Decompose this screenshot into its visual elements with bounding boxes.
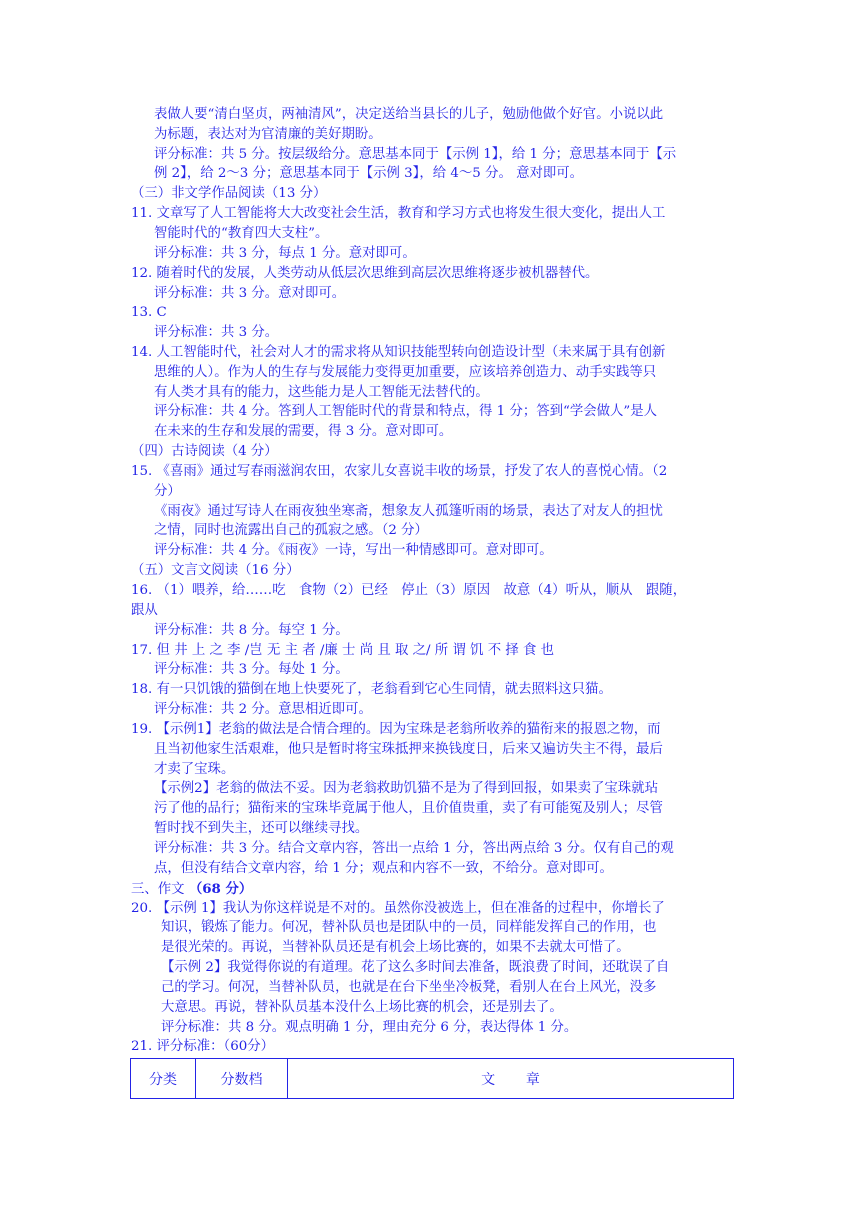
text-line: 【示例2】老翁的做法不妥。因为老翁救助饥猫不是为了得到回报，如果卖了宝珠就玷: [154, 781, 658, 796]
text-line: 在未来的生存和发展的需要，得 3 分。意对即可。: [154, 424, 453, 439]
text-line: 知识，锻炼了能力。何况，替补队员也是团队中的一员，同样能发挥自己的作用，也: [161, 920, 657, 935]
text-line: 《雨夜》通过写诗人在雨夜独坐寒斋，想象友人孤篷听雨的场景，表达了对友人的担忧: [154, 504, 663, 519]
text-line: 12. 随着时代的发展，人类劳动从低层次思维到高层次思维将逐步被机器替代。: [131, 266, 599, 281]
text-line: 13. C: [131, 305, 167, 320]
text-line: 评分标准：共 3 分，每点 1 分。意对即可。: [154, 246, 416, 261]
text-line: 思维的人）。作为人的生存与发展能力变得更加重要，应该培养创造力、动手实践等只: [154, 365, 657, 380]
text-line: 评分标准：共 4 分。《雨夜》一诗，写出一种情感即可。意对即可。: [154, 543, 553, 558]
text-line: 11. 文章写了人工智能将大大改变社会生活，教育和学习方式也将发生很大变化，提出人工: [131, 206, 666, 221]
table-header-essay: 文章: [481, 1071, 571, 1088]
text-line: 19. 【示例1】老翁的做法是合情合理的。因为宝珠是老翁所收养的猫衔来的报恩之物，而: [131, 722, 661, 737]
text-line: 评分标准：共 3 分。每处 1 分。: [154, 662, 349, 677]
text-line: 评分标准：共 3 分。: [154, 325, 279, 340]
text-line: 17. 但 井 上 之 李 /岂 无 主 者 /廉 士 尚 且 取 之/ 所 谓 饥 不 择 食 也: [131, 643, 555, 658]
text-line: 智能时代的“教育四大支柱”。: [154, 226, 329, 241]
text-line: 分）: [154, 484, 181, 499]
text-line: 15. 《喜雨》通过写春雨滋润农田，农家儿女喜说丰收的场景，抒发了农人的喜悦心情。（2: [131, 464, 668, 479]
text-line: 评分标准：共 2 分。意思相近即可。: [154, 702, 372, 717]
text-line: 例 2】，给 2～3 分；意思基本同于【示例 3】，给 4～5 分。 意对即可。: [154, 166, 584, 181]
text-line: 点，但没有结合文章内容，给 1 分；观点和内容不一致，不给分。意对即可。: [154, 861, 613, 876]
text-line: 且当初他家生活艰难，他只是暂时将宝珠抵押来换钱度日，后来又遍访失主不得，最后: [154, 742, 663, 757]
text-line: 14. 人工智能时代，社会对人才的需求将从知识技能型转向创造设计型（未来属于具有创新: [131, 345, 666, 360]
text-line: 才卖了宝珠。: [154, 762, 235, 777]
section-title: 三、作文: [131, 882, 185, 897]
table-header-score-level: 分数档: [196, 1059, 288, 1098]
table-header-category: 分类: [131, 1059, 196, 1098]
section-score: （68 分）: [188, 881, 253, 897]
section-heading: [131, 879, 252, 900]
text-line: 暂时找不到失主，还可以继续寻找。: [154, 821, 369, 836]
text-line: 16. （1）喂养，给……吃 食物（2）已经 停止（3）原因 故意（4）听从，顺从 跟随，: [131, 583, 687, 598]
text-line: 【示例 2】我觉得你说的有道理。花了这么多时间去准备，既浪费了时间，还耽误了自: [161, 960, 670, 975]
text-line: 表做人要“清白坚贞，两袖清风”，决定送给当县长的儿子，勉励他做个好官。小说以此: [154, 107, 664, 122]
scoring-table: [130, 1058, 734, 1099]
text-line: 大意思。再说，替补队员基本没什么上场比赛的机会，还是别去了。: [161, 1000, 563, 1015]
text-line: 评分标准：共 3 分。结合文章内容，答出一点给 1 分，答出两点给 3 分。仅有自己的观: [154, 841, 674, 856]
section-heading: （五）文言文阅读（16 分）: [131, 563, 300, 578]
text-line: 之情，同时也流露出自己的孤寂之感。（2 分）: [154, 523, 428, 538]
text-line: 评分标准：共 5 分。按层级给分。意思基本同于【示例 1】，给 1 分；意思基本同于【示: [154, 147, 677, 162]
text-line: 18. 有一只饥饿的猫倒在地上快要死了，老翁看到它心生同情，就去照料这只猫。: [131, 682, 612, 697]
text-line: 20. 【示例 1】我认为你这样说是不对的。虽然你没被选上，但在准备的过程中，你增长了: [131, 901, 665, 916]
text-line: 是很光荣的。再说，当替补队员还是有机会上场比赛的，如果不去就太可惜了。: [161, 940, 630, 955]
text-line: 有人类才具有的能力，这些能力是人工智能无法替代的。: [154, 385, 489, 400]
text-line: 为标题，表达对为官清廉的美好期盼。: [154, 127, 382, 142]
text-line: 污了他的品行；猫衔来的宝珠毕竟属于他人，且价值贵重，卖了有可能冤及别人；尽管: [154, 801, 663, 816]
text-line: 评分标准：共 8 分。每空 1 分。: [154, 623, 349, 638]
section-heading: （四）古诗阅读（4 分）: [131, 444, 278, 459]
section-heading: （三）非文学作品阅读（13 分）: [131, 186, 327, 201]
text-line: 评分标准：共 4 分。答到人工智能时代的背景和特点，得 1 分；答到“学会做人”是人: [154, 404, 658, 419]
text-line: 评分标准：共 3 分。意对即可。: [154, 286, 346, 301]
text-line: 己的学习。何况，当替补队员，也就是在台下坐坐冷板凳，看别人在台上风光，没多: [161, 980, 657, 995]
text-line: 21. 评分标准：（60分）: [131, 1039, 275, 1054]
text-line: 评分标准：共 8 分。观点明确 1 分，理由充分 6 分，表达得体 1 分。: [161, 1020, 578, 1035]
text-line: 跟从: [131, 603, 158, 618]
